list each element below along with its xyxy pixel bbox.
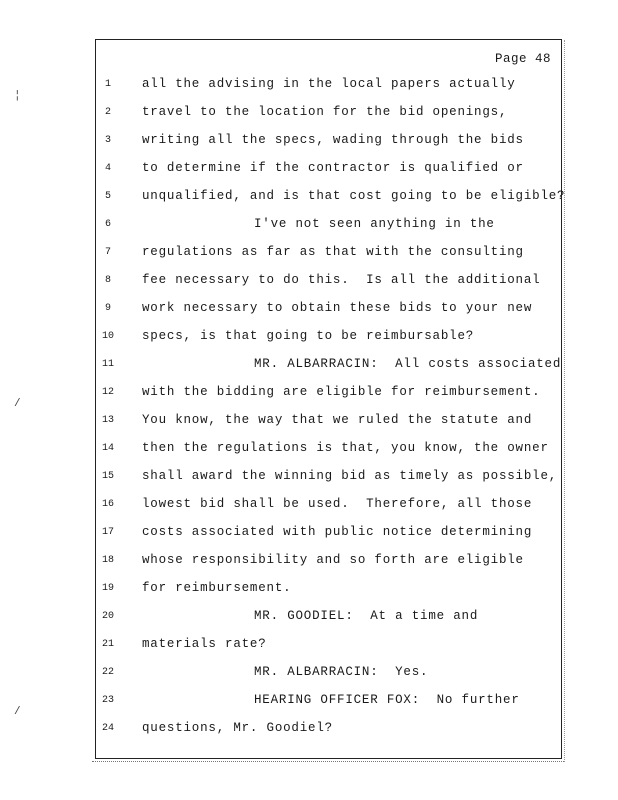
transcript-line <box>96 693 561 721</box>
transcript-line <box>96 665 561 693</box>
line-number: 14 <box>101 443 114 454</box>
line-text: MR. ALBARRACIN: Yes. <box>254 665 429 679</box>
transcript-line <box>96 525 561 553</box>
transcript-line <box>96 161 561 189</box>
line-text: with the bidding are eligible for reimbursement. <box>142 385 541 399</box>
transcript-line <box>96 301 561 329</box>
line-number: 11 <box>101 359 114 370</box>
line-text: whose responsibility and so forth are eligible <box>142 553 524 567</box>
line-number: 12 <box>101 387 114 398</box>
line-text: specs, is that going to be reimbursable? <box>142 329 475 343</box>
line-text: travel to the location for the bid openings, <box>142 105 508 119</box>
line-text: work necessary to obtain these bids to your new <box>142 301 533 315</box>
line-text: fee necessary to do this. Is all the additional <box>142 273 541 287</box>
line-number: 4 <box>104 163 111 174</box>
line-number: 18 <box>101 555 114 566</box>
transcript-line <box>96 217 561 245</box>
line-text: MR. ALBARRACIN: All costs associated <box>254 357 562 371</box>
line-number: 21 <box>101 639 114 650</box>
line-text: questions, Mr. Goodiel? <box>142 721 333 735</box>
line-number: 7 <box>104 247 111 258</box>
line-text: HEARING OFFICER FOX: No further <box>254 693 520 707</box>
transcript-page <box>95 39 566 759</box>
transcript-line <box>96 469 561 497</box>
line-number: 15 <box>101 471 114 482</box>
line-text: regulations as far as that with the consulting <box>142 245 524 259</box>
transcript-line <box>96 105 561 133</box>
transcript-line <box>96 581 561 609</box>
transcript-line <box>96 189 566 217</box>
line-number: 9 <box>104 303 111 314</box>
line-number: 17 <box>101 527 114 538</box>
line-text: shall award the winning bid as timely as possible, <box>142 469 558 483</box>
line-number: 10 <box>101 331 114 342</box>
line-number: 1 <box>104 79 111 90</box>
transcript-line <box>96 273 561 301</box>
transcript-line <box>96 609 561 637</box>
line-number: 19 <box>101 583 114 594</box>
line-number: 16 <box>101 499 114 510</box>
line-number: 8 <box>104 275 111 286</box>
line-text: writing all the specs, wading through the bids <box>142 133 524 147</box>
transcript-line <box>96 497 561 525</box>
page-number: Page 48 <box>494 52 551 66</box>
transcript-lines <box>96 77 566 749</box>
line-number: 5 <box>104 191 111 202</box>
line-number: 2 <box>104 107 111 118</box>
transcript-line <box>96 77 561 105</box>
line-number: 24 <box>101 723 114 734</box>
transcript-line <box>96 553 561 581</box>
line-text: materials rate? <box>142 637 267 651</box>
transcript-line <box>96 133 561 161</box>
line-number: 6 <box>104 219 111 230</box>
line-text: to determine if the contractor is qualified or <box>142 161 524 175</box>
line-text: You know, the way that we ruled the statute and <box>142 413 533 427</box>
line-text: unqualified, and is that cost going to be eligible? <box>142 189 566 203</box>
margin-mark-middle: / <box>14 398 21 410</box>
bottom-rule <box>92 761 564 762</box>
page-edge-shadow <box>564 40 565 762</box>
transcript-line <box>96 413 561 441</box>
transcript-line <box>96 385 561 413</box>
transcript-line <box>96 637 561 665</box>
line-text: I've not seen anything in the <box>254 217 495 231</box>
line-number: 22 <box>101 667 114 678</box>
line-text: lowest bid shall be used. Therefore, all those <box>142 497 533 511</box>
line-text: costs associated with public notice determining <box>142 525 533 539</box>
line-text: MR. GOODIEL: At a time and <box>254 609 479 623</box>
line-text: all the advising in the local papers actually <box>142 77 516 91</box>
line-text: for reimbursement. <box>142 581 292 595</box>
line-number: 13 <box>101 415 114 426</box>
margin-mark-bottom: / <box>14 706 21 718</box>
transcript-line <box>96 245 561 273</box>
line-text: then the regulations is that, you know, the owner <box>142 441 549 455</box>
line-number: 20 <box>101 611 114 622</box>
line-number: 3 <box>104 135 111 146</box>
transcript-line <box>96 721 561 749</box>
transcript-line <box>96 357 561 385</box>
transcript-line <box>96 329 561 357</box>
transcript-line <box>96 441 561 469</box>
line-number: 23 <box>101 695 114 706</box>
margin-mark-top: ¦ <box>14 90 21 102</box>
